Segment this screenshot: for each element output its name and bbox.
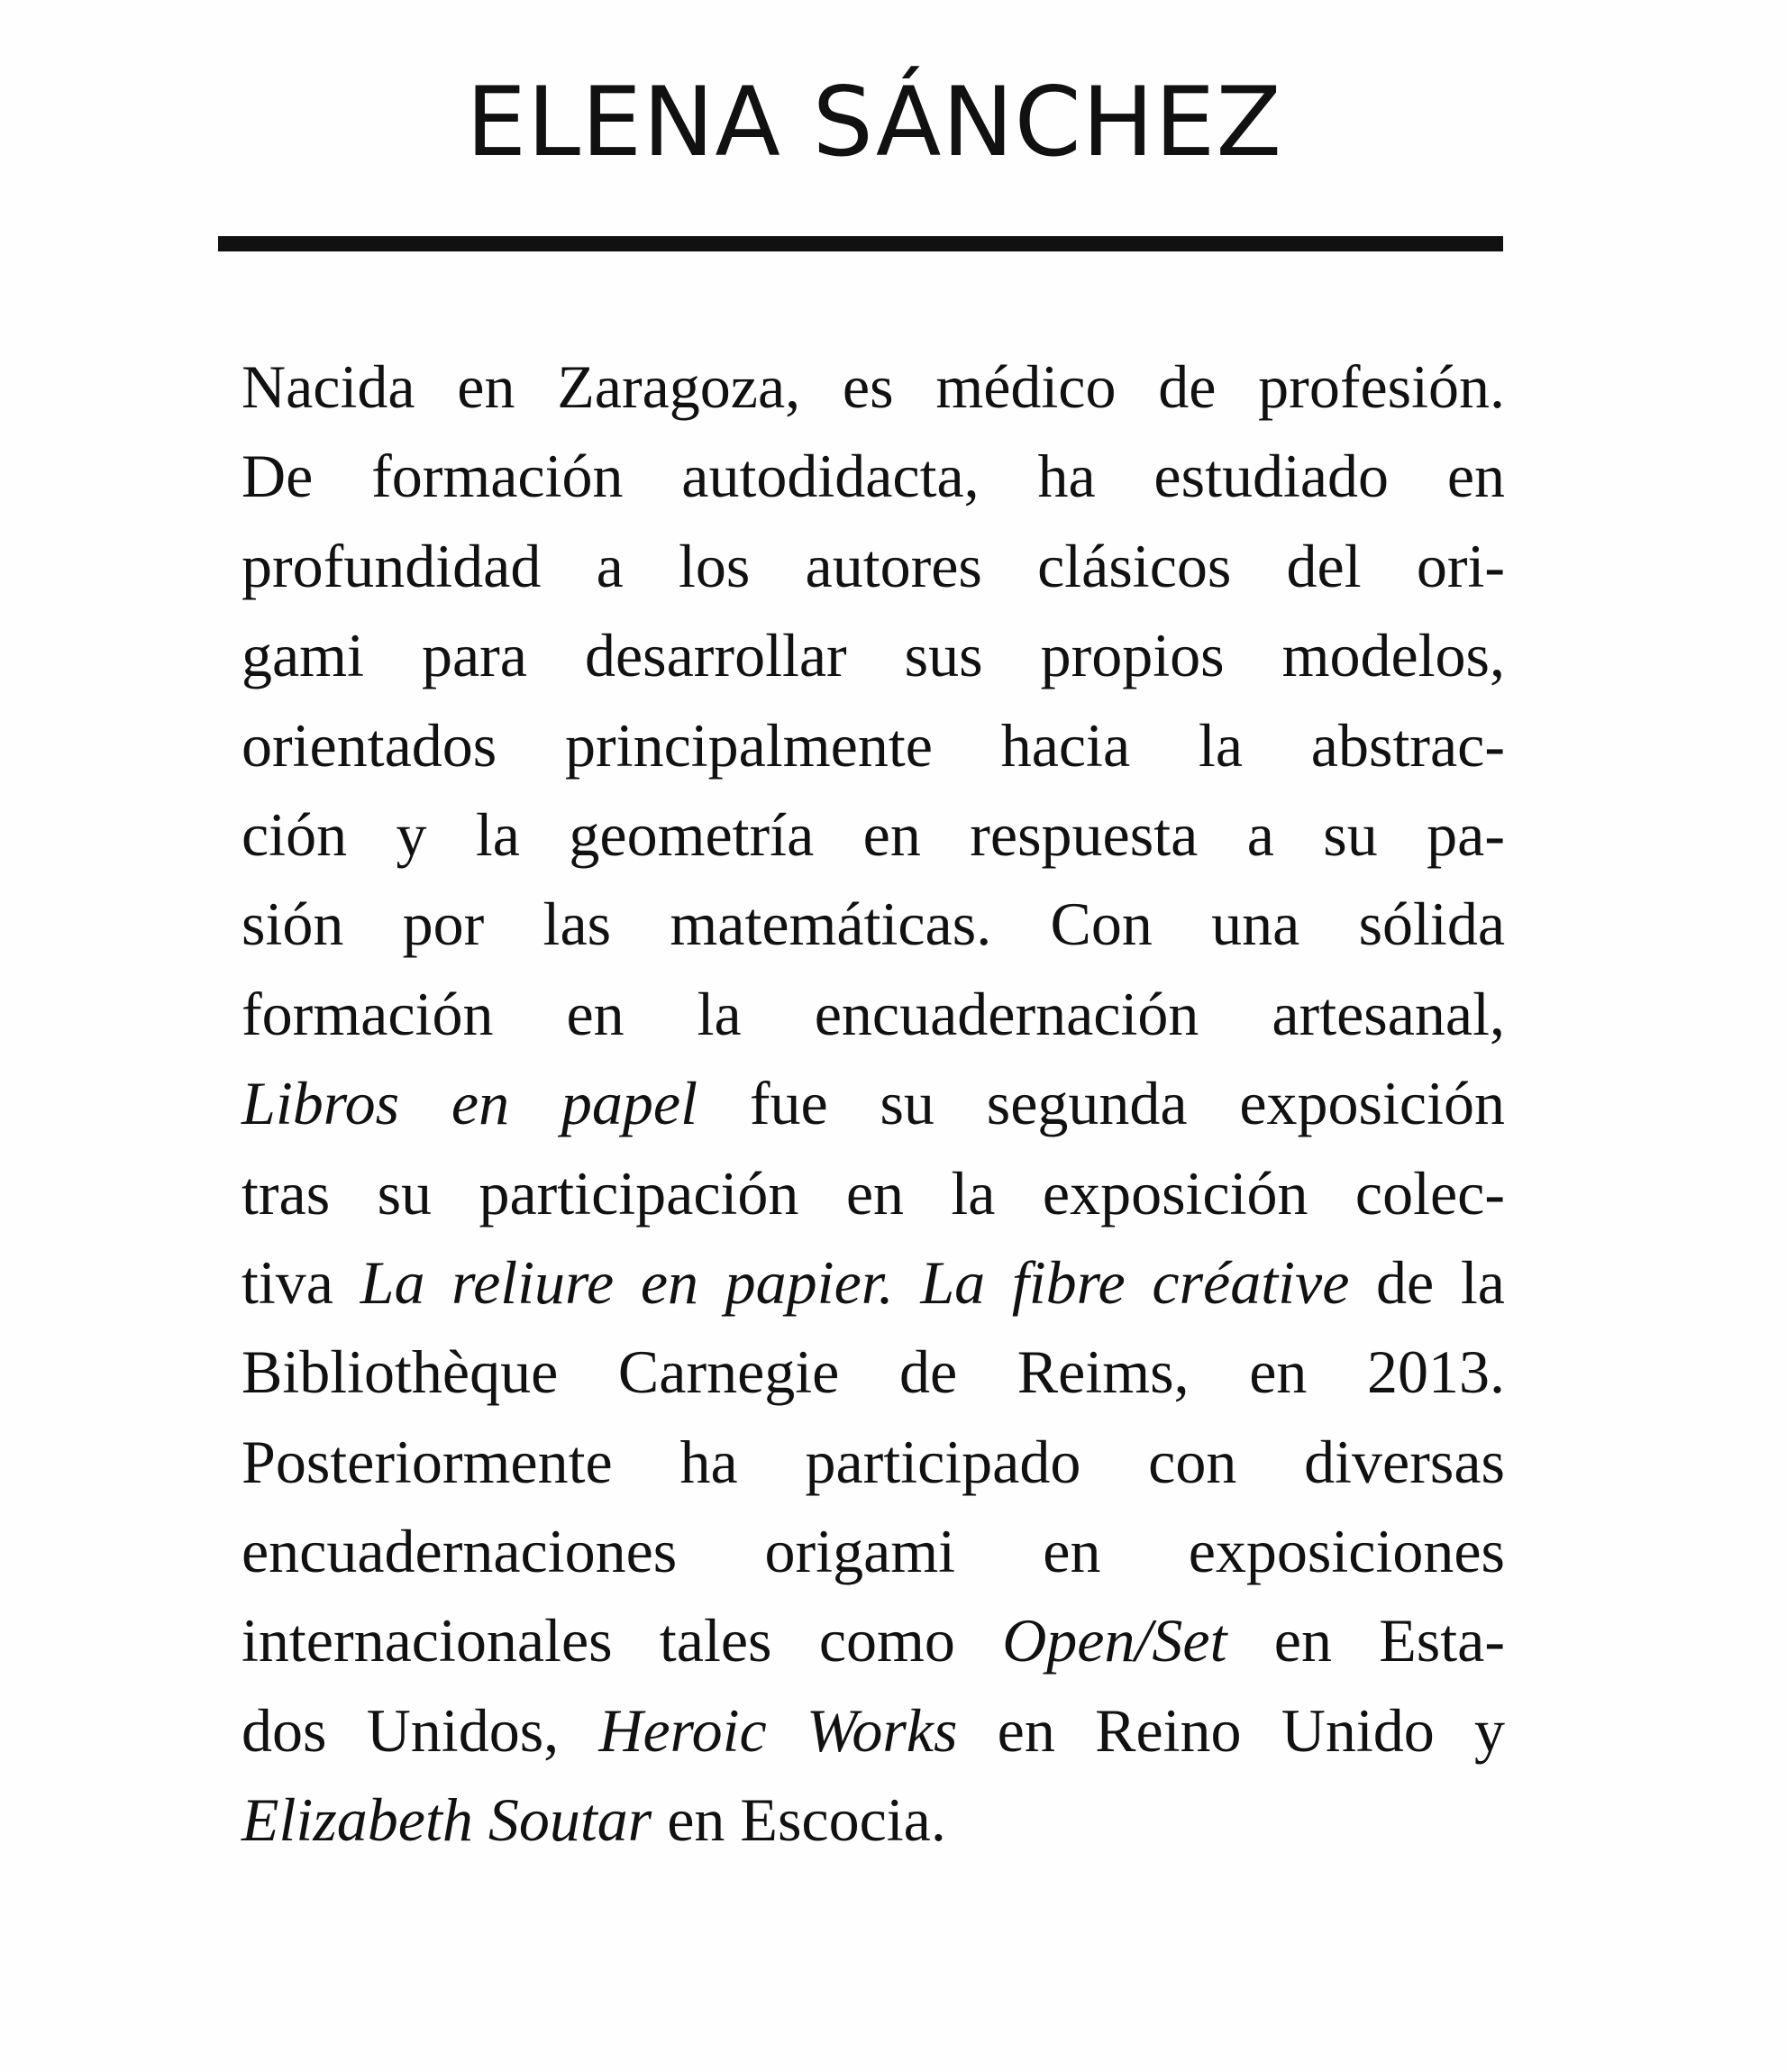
bio-line (242, 1596, 1505, 1685)
bio-line: orientados principalmente hacia la abstrac- (242, 710, 1505, 780)
exhibition-title-italic: Open/Set (1002, 1606, 1227, 1675)
heading-divider-rule (218, 236, 1503, 251)
bio-line: De formación autodidacta, ha estudiado en (242, 442, 1505, 511)
bio-text: en Reino Unido y (957, 1695, 1505, 1765)
bio-text: en Esta- (1226, 1606, 1505, 1675)
bio-line: ción y la geometría en respuesta a su pa- (242, 799, 1505, 869)
bio-line: Posteriormente ha participado con diversas (242, 1427, 1505, 1496)
bio-line: formación en la encuadernación artesanal, (242, 979, 1505, 1048)
bio-text: tiva (242, 1247, 360, 1317)
exhibition-title-italic: Heroic Works (598, 1695, 958, 1765)
exhibition-title-italic: Elizabeth Soutar (242, 1785, 652, 1855)
bio-text: de la (1349, 1247, 1505, 1317)
bio-text: en Escocia. (652, 1785, 946, 1855)
bio-text: fue su segunda exposición (697, 1069, 1505, 1138)
bio-line (242, 1059, 1505, 1148)
author-name-heading: ELENA SÁNCHEZ (466, 67, 1282, 178)
bio-line (242, 1238, 1505, 1328)
bio-line: sión por las matemáticas. Con una sólida (242, 890, 1505, 959)
bio-text: internacionales tales como (242, 1606, 1003, 1675)
bio-text: dos Unidos, (242, 1695, 599, 1765)
exhibition-title-italic: Libros en papel (242, 1069, 697, 1138)
bio-line: Nacida en Zaragoza, es médico de profesión. (242, 352, 1505, 421)
bio-line: Bibliothèque Carnegie de Reims, en 2013. (242, 1337, 1505, 1407)
exhibition-title-italic: La reliure en papier. La fibre créative (360, 1247, 1350, 1317)
bio-line: tras su participación en la exposición colec- (242, 1158, 1505, 1228)
bio-line: encuadernaciones origami en exposiciones (242, 1517, 1505, 1586)
author-biography (242, 342, 1505, 1866)
bio-line: gami para desarrollar sus propios modelos, (242, 621, 1505, 690)
bio-line (242, 1686, 1505, 1775)
bio-line: profundidad a los autores clásicos del ori- (242, 531, 1505, 600)
bio-line (242, 1775, 1505, 1865)
